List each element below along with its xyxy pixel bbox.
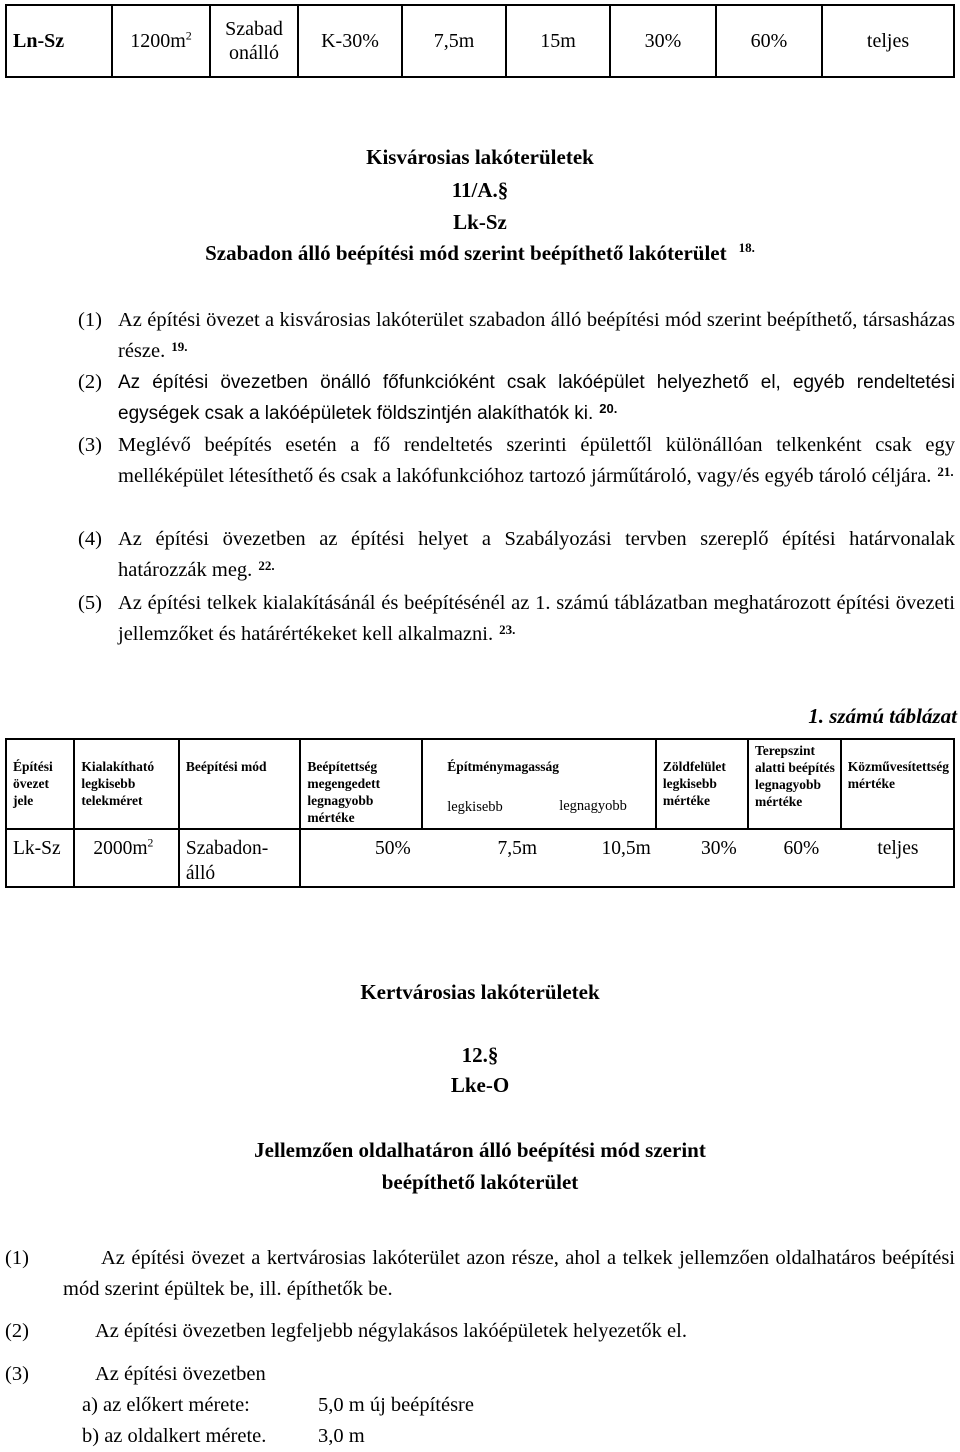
lot-size-sup: 2 (185, 27, 192, 42)
header-lot (74, 739, 179, 829)
table-row (6, 829, 954, 887)
section2-heading: Kertvárosias lakóterületek (360, 980, 600, 1004)
height-max-cell (506, 5, 610, 77)
paragraph-3 (78, 430, 955, 492)
section2-article (0, 1043, 960, 1068)
paragraph-number: (5) (78, 592, 102, 614)
section1-heading: Kisvárosias lakóterületek (366, 145, 594, 169)
zone-table (5, 738, 955, 888)
paragraph-text (78, 588, 955, 650)
section1-code: Lk-Sz (453, 210, 507, 234)
paragraph-number: (1) (78, 309, 102, 331)
coverage: K-30% (321, 29, 379, 52)
table-header-row (6, 739, 954, 829)
utilities: teljes (866, 29, 910, 52)
cell-text: 7,5m (497, 838, 538, 859)
cell-sup: 2 (147, 836, 154, 850)
header-utilities (841, 739, 954, 829)
paragraph-body: Az építési övezet a kisvárosias lakóterület szabadon álló beépítési mód szerint beépíthető, társasházas része. (118, 309, 955, 362)
cell-text: Lk-Sz (13, 838, 61, 859)
cell-text: 50% (374, 838, 411, 859)
header-text: Beépítettség megengedett legnagyobb mértéke (307, 759, 381, 825)
previous-table-row (5, 4, 955, 78)
header-green (656, 739, 748, 829)
green-cell (610, 5, 716, 77)
cell-coverage (300, 829, 422, 887)
footnote-ref: 23. (499, 622, 516, 637)
paragraph-text (78, 305, 955, 367)
cell-green (656, 829, 748, 887)
section2-subtitle-line1: Jellemzően oldalhatáron álló beépítési mód szerint (254, 1138, 706, 1162)
zone-code: Ln-Sz (13, 29, 65, 52)
section1-subtitle (0, 241, 960, 266)
paragraph-body: Meglévő beépítés esetén a fő rendeltetés szerinti épülettől különállóan telkenként csak egy melléképület létesíthető és csak a lakófunkcióhoz tartozó járműtároló, vagy/és egyéb tároló céljára. (118, 434, 955, 487)
height-max: 15m (540, 29, 576, 52)
paragraph-text: Az építési övezetben legfeljebb négylakásos lakóépületek helyezetők el. (95, 1320, 687, 1342)
height-subheaders (447, 798, 647, 816)
cell-text: teljes (877, 838, 919, 859)
paragraph-number: (4) (78, 528, 102, 550)
paragraph-text: Az építési övezet a kertvárosias lakóterület azon része, ahol a telkek jellemzően oldalhatáros beépítési mód szerint épültek be, ill. építhetők be. (63, 1247, 955, 1300)
utilities-cell (822, 5, 954, 77)
lot-size-cell (112, 5, 210, 77)
subitem-a (82, 1390, 782, 1421)
paragraph-number: (3) (78, 434, 102, 456)
paragraph-4 (78, 524, 955, 586)
green: 30% (644, 29, 682, 52)
paragraph-number: (2) (78, 371, 102, 393)
subtitle-text: Szabadon álló beépítési mód szerint beépíthető lakóterület (205, 241, 727, 265)
header-text: Zöldfelület legkisebb mértéke (662, 759, 726, 808)
header-text: Építménymagasság (447, 759, 559, 774)
height-min-cell (402, 5, 506, 77)
paragraph-number: (2) (5, 1320, 29, 1342)
lot-size: 1200m (130, 29, 186, 52)
header-text: Közművesítettség mértéke (847, 759, 949, 791)
section2-subtitle-line2: beépíthető lakóterület (381, 1170, 579, 1194)
header-text: Terepszint alatti beépítés legnagyobb mértéke (755, 743, 835, 809)
section-symbol: § (497, 178, 509, 202)
paragraph-text: Az építési övezetben (95, 1363, 266, 1385)
header-zone (6, 739, 74, 829)
section2-paragraph-1 (5, 1243, 955, 1305)
mode-cell (210, 5, 298, 77)
article-number: 11/A. (451, 178, 498, 202)
paragraph-body: Az építési telkek kialakításánál és beépítésénél az 1. számú táblázatban meghatározott építési övezeti jellemzőket és határértékeket kell alkalmazni. (118, 592, 955, 645)
paragraph-text (78, 430, 955, 492)
table-caption: 1. számú táblázat (808, 704, 957, 728)
cell-text: Szabadon-álló (185, 838, 269, 884)
cell-zone (6, 829, 74, 887)
height-min: 7,5m (433, 29, 475, 52)
mode-line2: onálló (229, 42, 279, 64)
mode-line1: Szabad (225, 18, 283, 40)
cell-height-max (538, 829, 655, 887)
cell-text: 60% (783, 838, 820, 859)
header-coverage (300, 739, 422, 829)
header-text: Építési övezet jele (13, 759, 53, 808)
footnote-ref: 20. (599, 401, 618, 416)
paragraph-number: (1) (5, 1247, 29, 1269)
header-mode (179, 739, 301, 829)
subitem-label: a) az előkert mérete: (82, 1394, 250, 1416)
cell-underground (748, 829, 841, 887)
cell-text: 10,5m (601, 838, 651, 859)
footnote-ref: 18. (738, 240, 755, 255)
header-underground (748, 739, 841, 829)
cell-text: 30% (701, 838, 737, 859)
cell-mode (179, 829, 301, 887)
cell-utilities (841, 829, 954, 887)
subitem-b (82, 1421, 782, 1452)
section-symbol: § (487, 1043, 499, 1067)
paragraph-body: Az építési övezetben az építési helyet a Szabályozási tervben szereplő építési határvonalak határozzák meg. (118, 528, 955, 581)
underground-cell (716, 5, 822, 77)
paragraph-text (78, 367, 955, 429)
subitem-value: 5,0 m új beépítésre (318, 1394, 474, 1416)
header-text: Beépítési mód (185, 759, 267, 774)
subheader-max: legnagyobb (559, 798, 627, 814)
cell-height-min (422, 829, 538, 887)
cell-text: 2000m (93, 838, 148, 859)
paragraph-1 (78, 305, 955, 367)
subheader-min: legkisebb (447, 799, 503, 815)
section1-article (0, 178, 960, 203)
underground: 60% (750, 29, 788, 52)
footnote-ref: 21. (937, 464, 954, 479)
paragraph-text (78, 524, 955, 586)
footnote-ref: 19. (171, 339, 188, 354)
paragraph-2 (78, 367, 955, 429)
zone-code-cell (6, 5, 112, 77)
paragraph-body: Az építési övezetben önálló főfunkcióként csak lakóépület helyezhető el, egyéb rendeltetési egységek csak a lakóépületek földszintjén alakíthatók ki. (118, 372, 955, 424)
paragraph-number: (3) (5, 1363, 29, 1385)
coverage-cell (298, 5, 402, 77)
header-text: Kialakítható legkisebb telekméret (81, 759, 155, 808)
header-height (422, 739, 656, 829)
footnote-ref: 22. (258, 558, 275, 573)
paragraph-5 (78, 588, 955, 650)
article-number: 12. (461, 1043, 488, 1067)
subitem-label: b) az oldalkert mérete. (82, 1425, 267, 1447)
cell-lot (74, 829, 179, 887)
section2-code: Lke-O (450, 1073, 510, 1097)
subitem-value: 3,0 m (318, 1425, 365, 1447)
